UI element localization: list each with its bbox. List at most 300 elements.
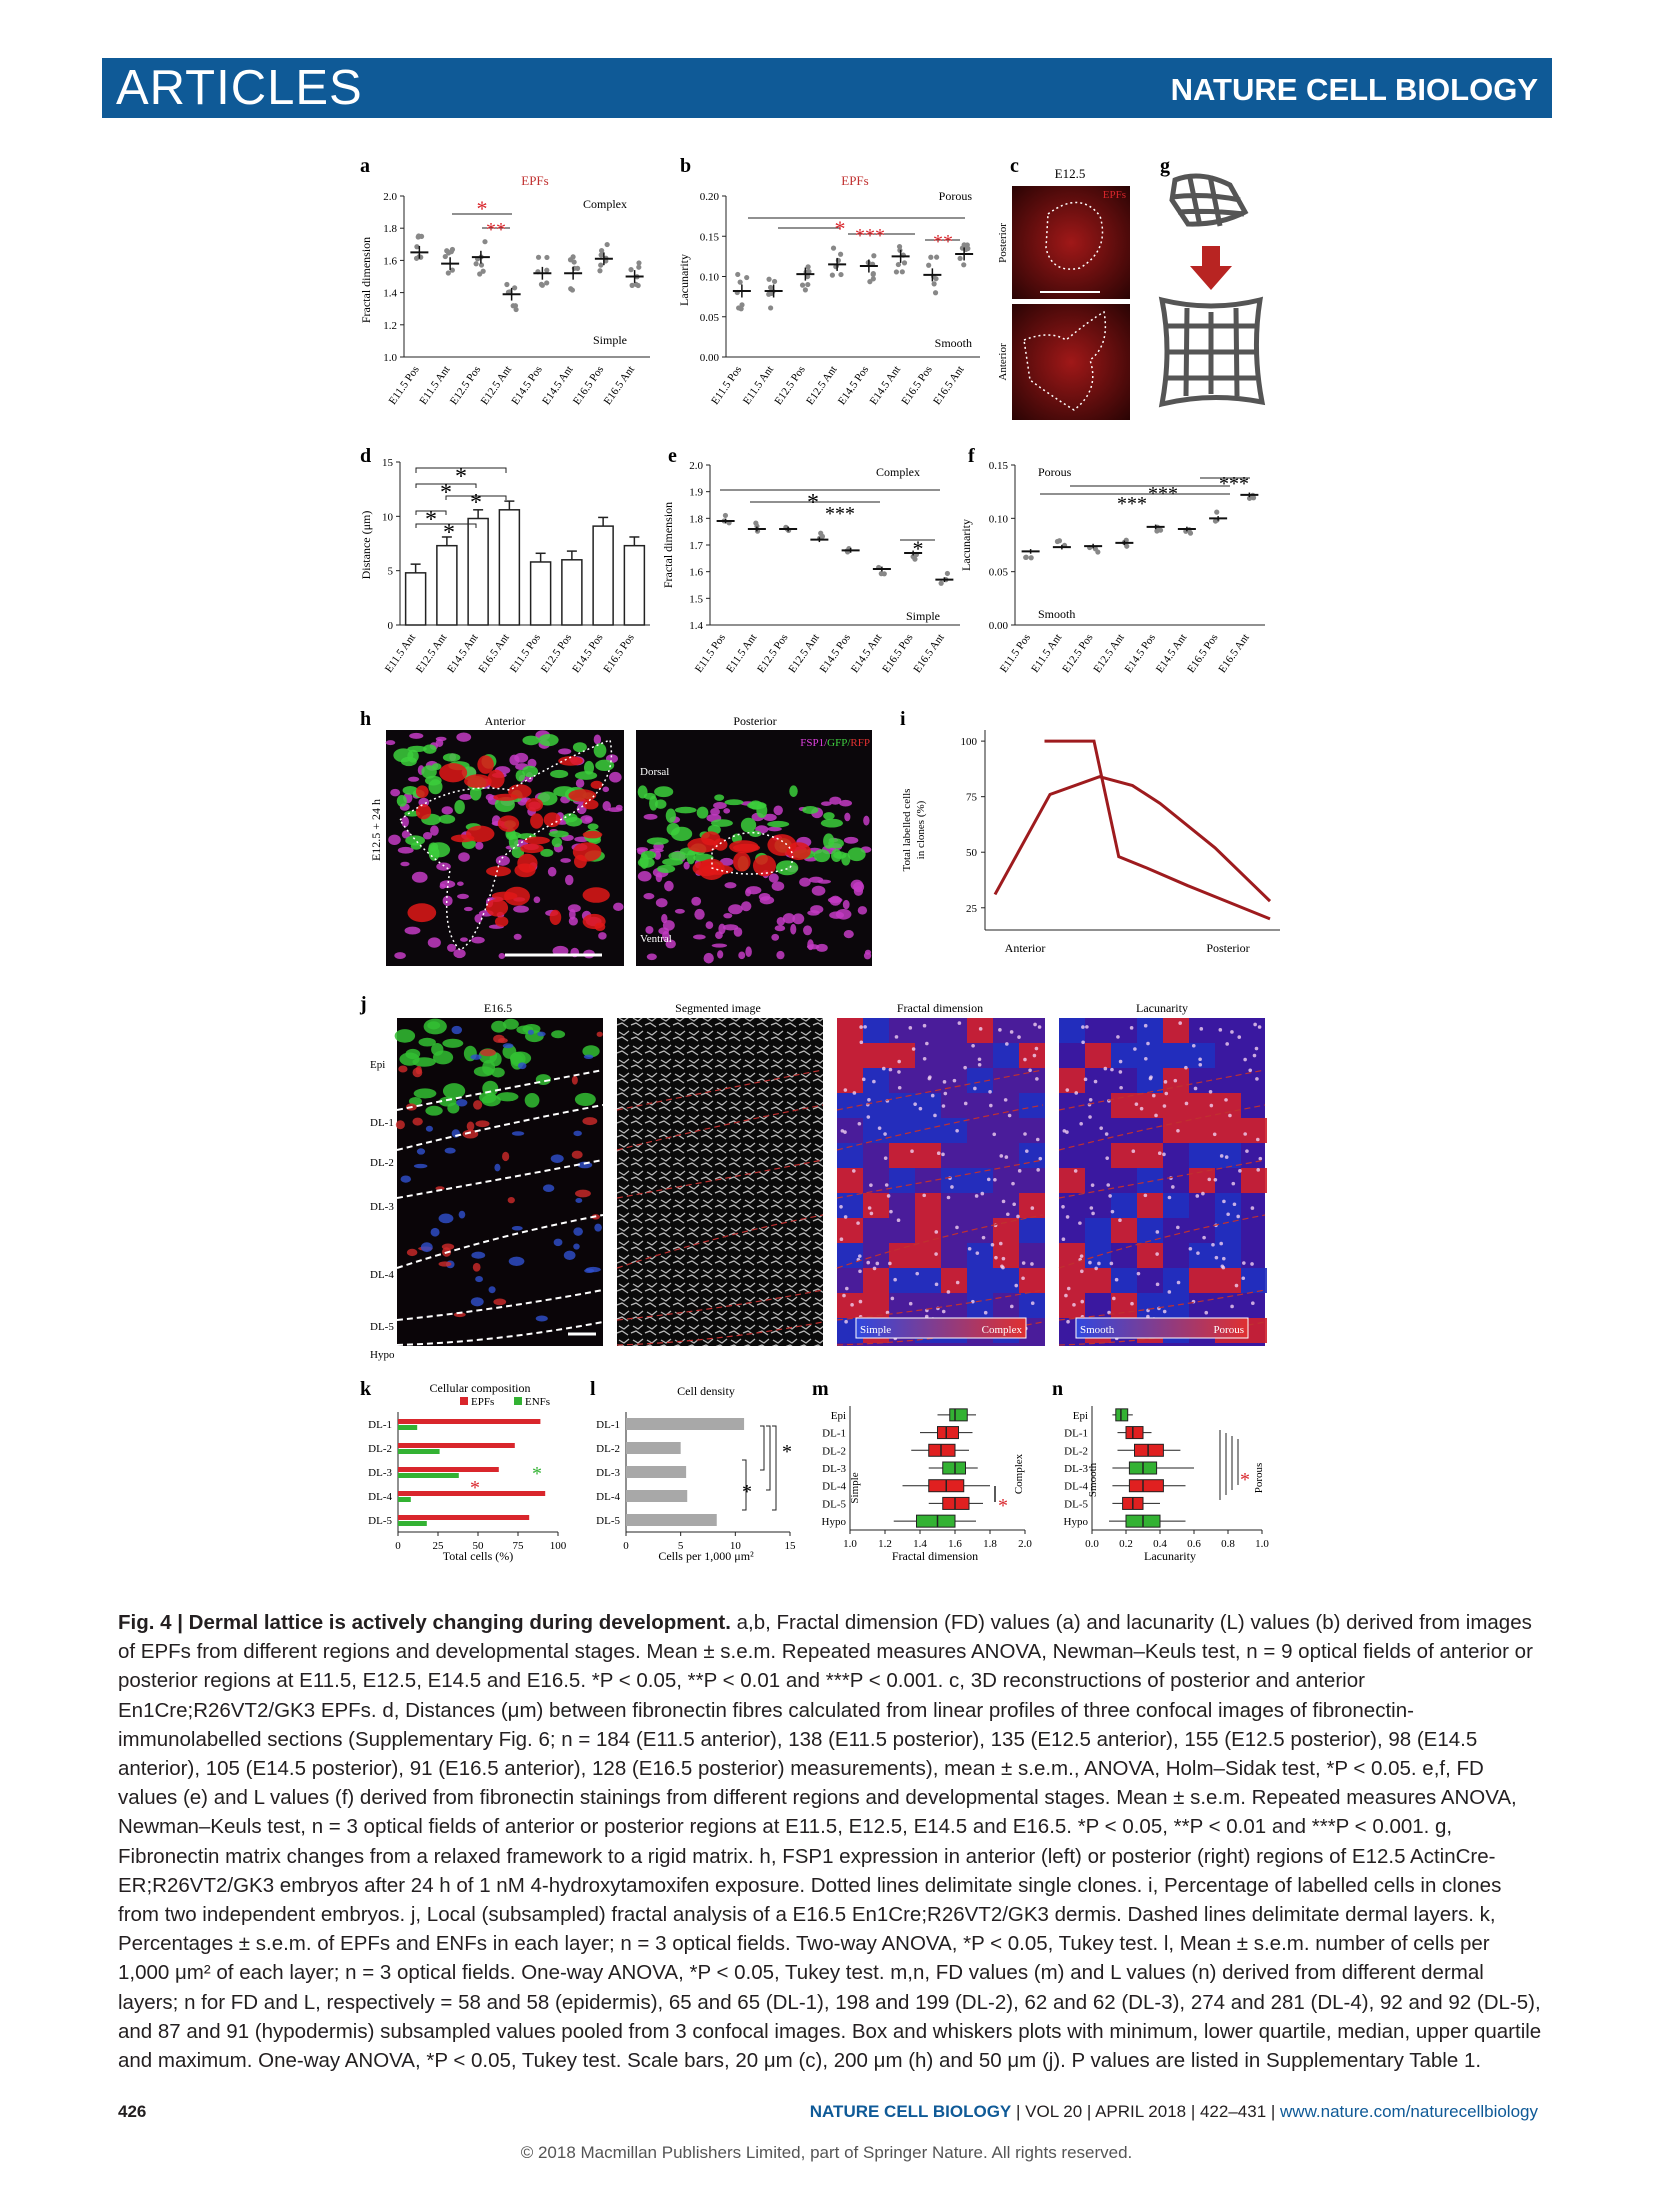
lac-tile: [1137, 1218, 1163, 1243]
lac-tile: [1241, 1118, 1267, 1143]
cell: [412, 1118, 422, 1126]
cell: [425, 1106, 442, 1116]
cell: [509, 1257, 525, 1266]
texture: [909, 1026, 913, 1030]
fd-tile: [967, 1293, 993, 1318]
data-point: [739, 302, 744, 307]
cell: [552, 837, 562, 847]
x-tick-label: E14.5 Pos: [817, 631, 854, 676]
cell: [771, 934, 779, 941]
cell: [405, 927, 421, 935]
cell: [753, 855, 776, 876]
texture: [1091, 1183, 1095, 1187]
cell: [575, 1093, 596, 1106]
cell: [400, 862, 409, 866]
data-point: [882, 571, 887, 576]
texture: [1105, 1132, 1109, 1136]
panel-f-xticks: [998, 632, 1252, 675]
cell: [512, 1131, 524, 1136]
data-point: [735, 272, 740, 277]
texture: [845, 1287, 849, 1291]
texture: [1080, 1269, 1084, 1273]
texture: [1196, 1251, 1200, 1255]
data-point: [597, 268, 602, 273]
texture: [1192, 1044, 1196, 1048]
y-tick-label: 1.6: [689, 566, 703, 579]
lac-tile: [1189, 1118, 1215, 1143]
cell: [525, 1093, 540, 1108]
texture: [964, 1102, 968, 1106]
cell: [799, 877, 811, 886]
bar-epf: [398, 1515, 529, 1520]
data-point: [962, 242, 967, 247]
y-tick-label: 0.20: [699, 191, 719, 203]
texture: [844, 1320, 848, 1324]
texture: [1222, 1200, 1226, 1204]
panel-e-sig2: ***: [825, 503, 855, 525]
panel-e-bottom-label: Simple: [905, 609, 940, 623]
data-point: [1029, 555, 1034, 560]
fd-tile: [837, 1018, 863, 1043]
texture: [1194, 1087, 1198, 1091]
data-point: [512, 285, 517, 290]
texture: [928, 1077, 932, 1081]
cell: [513, 906, 529, 913]
panel-f-bottom-label: Smooth: [1038, 607, 1076, 621]
texture: [1023, 1132, 1027, 1136]
journal-name: NATURE CELL BIOLOGY: [1170, 72, 1538, 107]
cell: [675, 807, 697, 814]
x-tick-label: E11.5 Ant: [740, 363, 777, 407]
texture: [1108, 1194, 1112, 1198]
panel-letter-h: h: [360, 708, 372, 730]
panel-d-marks: [406, 501, 645, 625]
cell: [691, 897, 701, 906]
panel-m-xlabel: Fractal dimension: [891, 1549, 979, 1563]
panel-j-fd-simple: Simple: [860, 1324, 892, 1336]
x-tick-label: 0: [395, 1540, 401, 1552]
layer-label: DL-3: [370, 1201, 394, 1213]
texture: [1081, 1040, 1085, 1044]
texture: [913, 1102, 917, 1106]
texture: [1146, 1042, 1150, 1046]
fd-tile: [837, 1043, 863, 1068]
texture: [1132, 1149, 1136, 1153]
cell: [473, 1100, 482, 1110]
texture: [1005, 1042, 1009, 1046]
cell: [475, 842, 483, 850]
cell: [573, 1227, 583, 1235]
texture: [858, 1254, 862, 1258]
texture: [1011, 1182, 1015, 1186]
cell: [514, 934, 522, 940]
cell: [543, 1184, 554, 1192]
cell: [488, 770, 505, 789]
panel-b-sig2: ***: [855, 225, 885, 247]
panel-l-xlabel: Cells per 1,000 μm²: [658, 1549, 754, 1563]
cell: [725, 799, 744, 805]
cell: [638, 871, 652, 881]
cell: [442, 1039, 463, 1048]
footer-url[interactable]: www.nature.com/naturecellbiology: [1280, 2102, 1538, 2121]
footer-journal: NATURE CELL BIOLOGY: [809, 2102, 1012, 2121]
category-label: DL-2: [822, 1445, 846, 1458]
fd-tile: [967, 1268, 993, 1293]
box: [1126, 1427, 1143, 1439]
data-point: [818, 531, 823, 536]
cell: [792, 913, 804, 924]
cell: [638, 785, 648, 798]
x-tick-label: 0: [623, 1540, 629, 1552]
texture: [1154, 1114, 1158, 1118]
cell: [492, 892, 518, 900]
cell: [503, 1043, 514, 1048]
y-tick-label: 1.8: [689, 513, 703, 526]
x-tick-label: 0.2: [1119, 1538, 1133, 1550]
cell: [447, 944, 456, 952]
texture: [1038, 1025, 1042, 1029]
x-tick-label: 25: [432, 1540, 444, 1552]
x-tick-label: E11.5 Ant: [1029, 631, 1065, 675]
bar-enf: [398, 1449, 440, 1454]
panel-n-right-label: Porous: [1253, 1462, 1265, 1494]
cell: [572, 1151, 583, 1159]
cell: [666, 809, 676, 823]
texture: [947, 1196, 951, 1200]
texture: [934, 1230, 938, 1234]
cell: [836, 909, 852, 920]
fd-tile: [1019, 1093, 1045, 1118]
cell: [456, 1099, 467, 1106]
texture: [1094, 1267, 1098, 1271]
x-tick-label: E12.5 Ant: [478, 363, 515, 408]
texture: [1004, 1098, 1008, 1102]
texture: [1201, 1192, 1205, 1196]
texture: [1176, 1129, 1180, 1133]
data-point: [504, 282, 509, 287]
cell: [823, 812, 835, 820]
arrow-icon: [1190, 246, 1232, 290]
data-point: [738, 280, 743, 285]
panel-h-legend-rfp: RFP: [850, 737, 870, 749]
cell: [473, 1263, 481, 1272]
cell: [823, 833, 834, 848]
texture: [1010, 1030, 1014, 1034]
fd-tile: [889, 1268, 915, 1293]
texture: [999, 1242, 1003, 1246]
panel-d-ylabel: Distance (μm): [359, 510, 373, 580]
bar: [468, 519, 488, 625]
cell: [568, 789, 596, 801]
cell: [656, 872, 663, 882]
cell: [486, 794, 494, 801]
lac-tile: [1189, 1268, 1215, 1293]
cell: [717, 950, 723, 958]
texture: [942, 1104, 946, 1108]
data-point: [568, 286, 573, 291]
cell: [844, 813, 850, 822]
cell: [534, 896, 541, 903]
panel-a: [359, 173, 650, 407]
texture: [1177, 1281, 1181, 1285]
cell: [814, 849, 831, 862]
cell: [429, 846, 440, 861]
cell: [803, 925, 812, 935]
texture: [1110, 1068, 1114, 1072]
x-tick-label: 2.0: [1018, 1538, 1032, 1550]
cell: [494, 1164, 500, 1172]
texture: [978, 1057, 982, 1061]
data-point: [544, 255, 549, 260]
cell: [865, 950, 871, 955]
fd-tile: [889, 1168, 915, 1193]
panel-d-xticks: [383, 632, 637, 675]
y-tick-label: 100: [960, 736, 977, 749]
cell: [428, 937, 441, 947]
cell: [388, 835, 401, 845]
texture: [1062, 1237, 1066, 1241]
cell: [427, 1021, 440, 1029]
texture: [994, 1256, 998, 1260]
cell: [464, 907, 473, 911]
texture: [898, 1086, 902, 1090]
texture: [1106, 1183, 1110, 1187]
texture: [935, 1283, 939, 1287]
texture: [1228, 1114, 1232, 1118]
data-point: [1095, 549, 1100, 554]
x-tick-label: 0.8: [1221, 1538, 1235, 1550]
texture: [866, 1261, 870, 1265]
x-tick-label: E11.5 Ant: [724, 631, 760, 675]
panel-letter-i: i: [900, 708, 906, 730]
y-tick-label: 1.5: [689, 593, 703, 606]
texture: [1238, 1169, 1242, 1173]
texture: [1207, 1178, 1211, 1182]
cell: [405, 835, 425, 845]
cell: [576, 779, 585, 788]
texture: [1080, 1300, 1084, 1304]
lac-tile: [1163, 1018, 1189, 1043]
cell: [551, 1030, 565, 1038]
cell: [733, 844, 760, 852]
data-point: [961, 262, 966, 267]
lac-tile: [1059, 1018, 1085, 1043]
texture: [850, 1303, 854, 1307]
texture: [1036, 1138, 1040, 1142]
box: [929, 1444, 955, 1456]
panel-letter-f: f: [968, 445, 975, 467]
cell: [602, 787, 609, 793]
texture: [999, 1154, 1003, 1158]
lac-tile: [1189, 1243, 1215, 1268]
cell: [594, 743, 607, 758]
texture: [1074, 1169, 1078, 1173]
x-tick-label: E11.5 Pos: [997, 631, 1034, 675]
cell: [401, 816, 409, 827]
fd-tile: [993, 1218, 1019, 1243]
cell: [664, 881, 674, 892]
data-point: [805, 282, 810, 287]
texture: [844, 1215, 848, 1219]
panel-b-sig3: **: [933, 231, 953, 253]
texture: [1144, 1194, 1148, 1198]
panel-j-e165-image: [397, 1018, 603, 1346]
panel-letter-b: b: [680, 155, 692, 177]
texture: [1130, 1026, 1134, 1030]
data-point: [933, 290, 938, 295]
category-label: DL-5: [596, 1515, 620, 1527]
texture: [878, 1126, 882, 1130]
texture: [1085, 1025, 1089, 1029]
cell: [436, 862, 451, 870]
cell: [821, 801, 832, 806]
panel-j-fd-complex: Complex: [981, 1324, 1022, 1336]
significance-bracket: [760, 1426, 776, 1510]
panel-c-row-anterior: Anterior: [997, 343, 1009, 381]
cell: [776, 951, 784, 959]
x-tick-label: 1.4: [913, 1538, 927, 1550]
lac-tile: [1137, 1043, 1163, 1068]
cell: [442, 806, 453, 814]
cell: [528, 1030, 534, 1035]
panel-i-xlabel-left: Anterior: [1004, 941, 1046, 955]
x-tick-label: 5: [677, 1540, 684, 1552]
texture: [1211, 1243, 1215, 1247]
cell: [495, 916, 508, 927]
cell: [416, 1066, 422, 1074]
y-tick-label: 0.00: [699, 352, 719, 364]
cell: [745, 946, 752, 957]
x-tick-label: E11.5 Ant: [417, 363, 453, 407]
cell: [812, 886, 826, 896]
texture: [1081, 1025, 1085, 1029]
panel-n: [1064, 1406, 1270, 1563]
texture: [931, 1094, 935, 1098]
texture: [876, 1262, 880, 1266]
texture: [1133, 1047, 1137, 1051]
panel-e-ylabel: Fractal dimension: [661, 501, 675, 589]
cell: [573, 842, 602, 861]
cell: [522, 736, 539, 746]
x-tick-label: E14.5 Ant: [848, 631, 885, 676]
significance-star: *: [782, 1441, 792, 1463]
y-tick-label: 1.9: [689, 486, 703, 499]
lac-tile: [1163, 1268, 1189, 1293]
texture: [1005, 1155, 1009, 1159]
x-tick-label: E12.5 Pos: [447, 363, 484, 408]
cell: [647, 954, 657, 961]
x-tick-label: 1.8: [983, 1538, 997, 1550]
cell: [536, 1315, 548, 1321]
cell: [442, 1244, 454, 1250]
texture: [991, 1243, 995, 1247]
y-tick-label: 0.10: [988, 513, 1008, 526]
panel-j-col3: Fractal dimension: [896, 1001, 984, 1015]
cell: [572, 1076, 578, 1085]
panel-h-legend-gfp: GFP/: [827, 737, 851, 749]
y-tick-label: 2.0: [689, 460, 703, 472]
texture: [859, 1025, 863, 1029]
cell: [568, 904, 581, 912]
texture: [978, 1063, 982, 1067]
cell: [810, 905, 823, 913]
texture: [1251, 1206, 1255, 1210]
cell: [459, 1211, 466, 1219]
texture: [1219, 1028, 1223, 1032]
cell: [499, 953, 506, 959]
lac-tile: [1085, 1043, 1111, 1068]
panel-g: [1162, 176, 1262, 404]
texture: [1115, 1278, 1119, 1282]
y-tick-label: 2.0: [383, 191, 397, 203]
texture: [1036, 1168, 1040, 1172]
cell: [807, 944, 819, 949]
texture: [975, 1194, 979, 1198]
bar: [626, 1466, 686, 1478]
fd-tile: [915, 1268, 941, 1293]
cell: [656, 898, 668, 907]
texture: [1038, 1157, 1042, 1161]
cell: [548, 867, 557, 877]
lac-tile: [1137, 1193, 1163, 1218]
lac-tile: [1215, 1143, 1241, 1168]
panel-h: [369, 714, 872, 966]
panel-f-top-label: Porous: [1038, 465, 1072, 479]
cell: [470, 1054, 481, 1059]
category-label: DL-3: [368, 1467, 392, 1479]
data-point: [772, 279, 777, 284]
panel-b-xticks: [709, 364, 966, 407]
x-tick-label: E11.5 Ant: [382, 631, 419, 675]
fd-tile: [863, 1068, 889, 1093]
texture: [863, 1025, 867, 1029]
cell: [493, 1299, 506, 1306]
bar-enf: [398, 1425, 417, 1430]
texture: [1220, 1154, 1224, 1158]
panel-letter-k: k: [360, 1378, 372, 1400]
texture: [1236, 1215, 1240, 1219]
bar-enf: [398, 1473, 459, 1478]
bar-epf: [398, 1419, 540, 1424]
x-tick-label: 0.0: [1085, 1538, 1099, 1550]
texture: [1091, 1212, 1095, 1216]
cell: [440, 884, 446, 889]
texture: [1178, 1021, 1182, 1025]
y-tick-label: 0.05: [988, 566, 1008, 579]
y-tick-label: 1.7: [689, 540, 703, 552]
texture: [1028, 1068, 1032, 1072]
box: [1135, 1444, 1164, 1456]
texture: [1104, 1067, 1108, 1071]
significance-star: *: [532, 1463, 542, 1485]
cell: [584, 1055, 594, 1059]
cell: [582, 1117, 597, 1125]
data-point: [831, 246, 836, 251]
data-point: [933, 276, 938, 281]
texture: [988, 1090, 992, 1094]
x-tick-label: E14.5 Ant: [1153, 631, 1190, 676]
cell: [728, 904, 743, 914]
category-label: DL-3: [822, 1463, 846, 1475]
data-point: [598, 263, 603, 268]
texture: [895, 1035, 899, 1039]
box: [943, 1497, 969, 1509]
texture: [1242, 1261, 1246, 1265]
cell: [844, 930, 854, 938]
cell: [439, 815, 455, 824]
texture: [1168, 1290, 1172, 1294]
data-point: [419, 234, 424, 239]
